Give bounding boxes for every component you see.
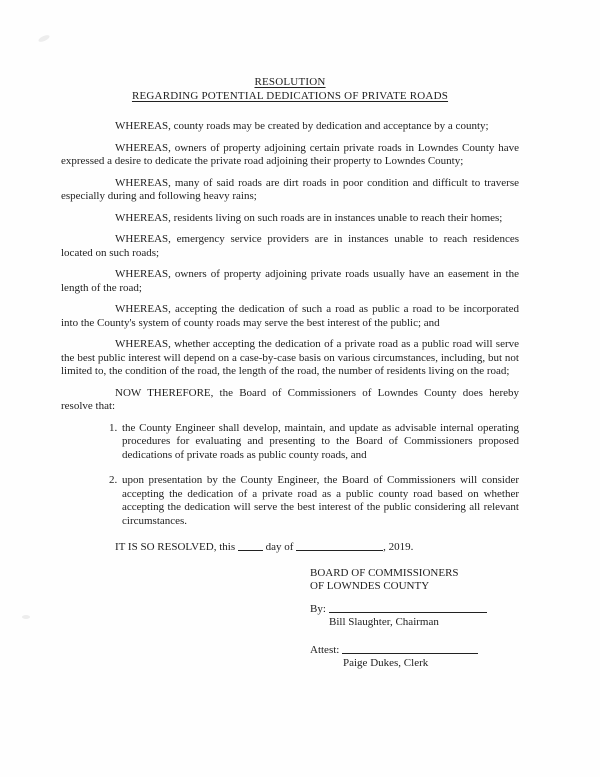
org-name-line-1: BOARD OF COMMISSIONERS [310, 566, 459, 579]
document-title-block [61, 76, 519, 103]
document-title: RESOLUTION [254, 76, 326, 88]
resolved-middle: day of [265, 541, 294, 553]
org-name-line-2: OF LOWNDES COUNTY [310, 580, 430, 592]
list-item-number: 1. [109, 421, 118, 434]
by-name: Bill Slaughter, Chairman [329, 616, 439, 628]
by-signature-line [329, 603, 487, 613]
scan-artifact [38, 34, 51, 44]
numbered-list [109, 422, 519, 529]
signature-block [310, 567, 519, 671]
attest-name: Paige Dukes, Clerk [343, 657, 429, 669]
blank-month-field [296, 541, 383, 551]
document-subtitle: REGARDING POTENTIAL DEDICATIONS OF PRIVATE ROADS [131, 89, 449, 102]
paragraph-whereas-7: WHEREAS, accepting the dedication of such a road as public a road to be incorporated into the County's system of county roads may serve the best interest of the public; and [61, 303, 519, 329]
paragraph-whereas-3: WHEREAS, many of said roads are dirt roads in poor condition and difficult to traverse especially during and following heavy rains; [61, 176, 519, 202]
list-item-text: the County Engineer shall develop, maintain, and update as advisable internal operating procedures for evaluating and presenting to the Board of Commissioners proposed dedications of private roads as public county roads, and [122, 421, 519, 461]
list-item-number: 2. [109, 474, 118, 486]
paragraph-whereas-4: WHEREAS, residents living on such roads are in instances unable to reach their homes; [115, 211, 503, 224]
paragraph-now-therefore: NOW THEREFORE, the Board of Commissioners of Lowndes County does hereby resolve that: [61, 386, 519, 412]
paragraph-whereas-8: WHEREAS, whether accepting the dedication of a private road as a public road will serve the best public interest will depend on a case-by-case basis on various circumstances, including, but not limited to, the condition of the road, the length of the road, the number of residents living on the road; [61, 338, 519, 377]
attest-label: Attest: [310, 643, 340, 656]
resolved-line [61, 540, 519, 555]
paragraph-whereas-2: WHEREAS, owners of property adjoining certain private roads in Lowndes County have expressed a desire to dedicate the private road adjoining their property to Lowndes County; [61, 141, 519, 167]
by-label: By: [310, 602, 326, 615]
list-item [109, 422, 519, 463]
by-row [310, 602, 519, 617]
paragraph-whereas-1: WHEREAS, county roads may be created by dedication and acceptance by a county; [115, 120, 489, 132]
paragraph-whereas-5: WHEREAS, emergency service providers are in instances unable to reach residences located on such roads; [61, 233, 519, 259]
scan-artifact [22, 615, 30, 619]
resolved-suffix: , 2019. [383, 541, 414, 553]
attest-row [310, 643, 519, 658]
blank-day-number-field [238, 541, 263, 551]
attest-signature-line [342, 644, 478, 654]
list-item [109, 474, 519, 528]
list-item-text: upon presentation by the County Engineer, the Board of Commissioners will consider accepting the dedication of a private road as a public county road based on whether accepting the dedication will serve the best interest of the public considering all relevant circumstances. [122, 474, 519, 527]
paragraph-whereas-6: WHEREAS, owners of property adjoining private roads usually have an easement in the length of the road; [61, 268, 519, 294]
resolved-prefix: IT IS SO RESOLVED, this [115, 541, 236, 553]
